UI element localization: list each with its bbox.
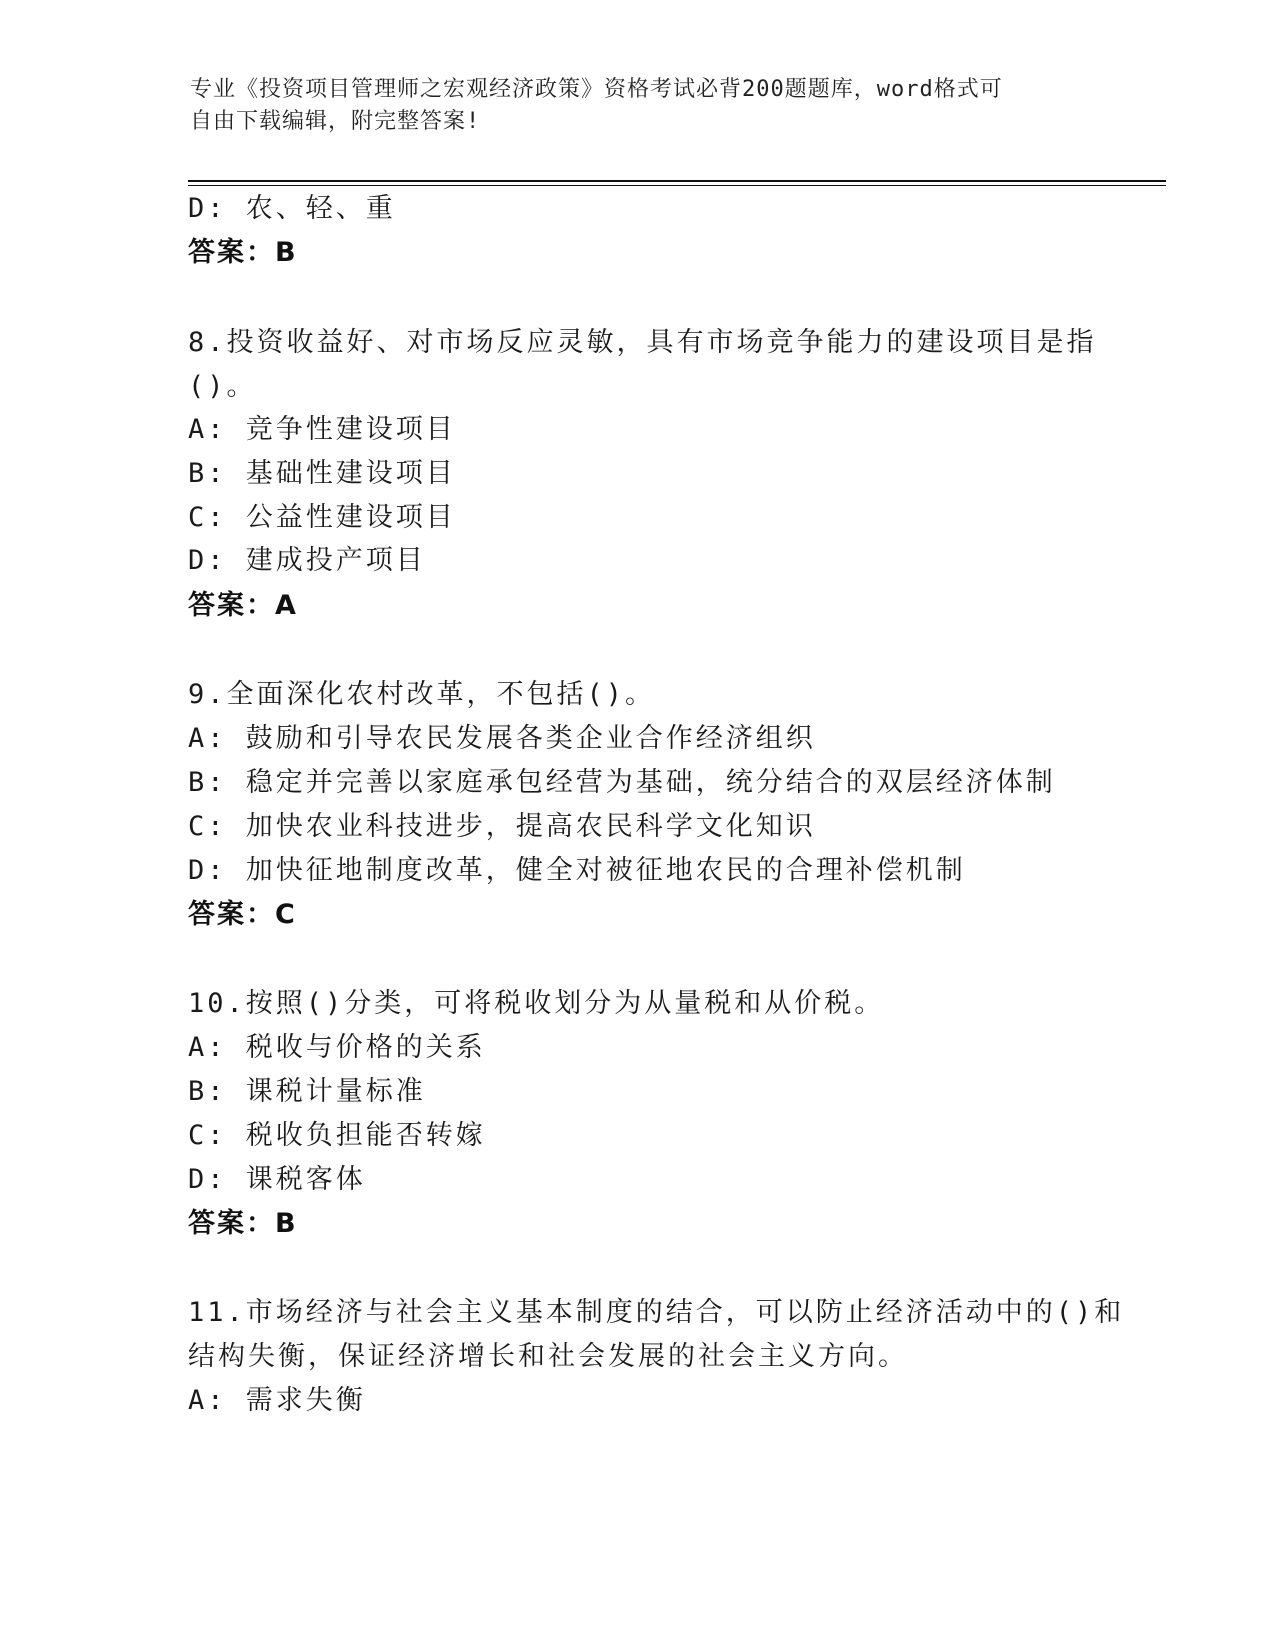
header-line-1: 专业《投资项目管理师之宏观经济政策》资格考试必背200题题库，word格式可 [190,77,1003,102]
q8-option-a: A: 竞争性建设项目 [188,414,456,445]
q9-option-c: C: 加快农业科技进步，提高农民科学文化知识 [188,811,816,842]
q9-option-a: A: 鼓励和引导农民发展各类企业合作经济组织 [188,723,816,754]
q10-stem-line-1: 10.按照()分类，可将税收划分为从量税和从价税。 [188,988,885,1019]
prev-answer: 答案：B [188,237,298,268]
q8-stem-line-2: ()。 [188,371,257,402]
q10-answer: 答案：B [188,1208,298,1239]
q8-option-b: B: 基础性建设项目 [188,458,456,489]
q9-answer: 答案：C [188,899,297,930]
q9-option-d: D: 加快征地制度改革，健全对被征地农民的合理补偿机制 [188,855,966,886]
q11-stem-line-1: 11.市场经济与社会主义基本制度的结合，可以防止经济活动中的()和 [188,1297,1125,1328]
q8-answer: 答案：A [188,590,298,621]
q11-stem-line-2: 结构失衡，保证经济增长和社会发展的社会主义方向。 [188,1341,908,1372]
q9-option-b: B: 稳定并完善以家庭承包经营为基础，统分结合的双层经济体制 [188,767,1056,798]
q9-stem-line-1: 9.全面深化农村改革，不包括()。 [188,679,656,710]
q10-option-c: C: 税收负担能否转嫁 [188,1120,486,1151]
q10-option-d: D: 课税客体 [188,1164,366,1195]
q8-stem-line-1: 8.投资收益好、对市场反应灵敏，具有市场竞争能力的建设项目是指 [188,327,1097,358]
document-header [190,74,1070,138]
q8-option-c: C: 公益性建设项目 [188,502,456,533]
prev-option-d: D: 农、轻、重 [188,193,396,224]
header-divider-thin [188,185,1166,186]
header-divider-thick [188,180,1166,182]
q11-option-a: A: 需求失衡 [188,1385,366,1416]
q8-option-d: D: 建成投产项目 [188,545,426,576]
q10-option-a: A: 税收与价格的关系 [188,1032,486,1063]
q10-option-b: B: 课税计量标准 [188,1076,426,1107]
header-line-2: 自由下载编辑，附完整答案! [190,109,481,134]
